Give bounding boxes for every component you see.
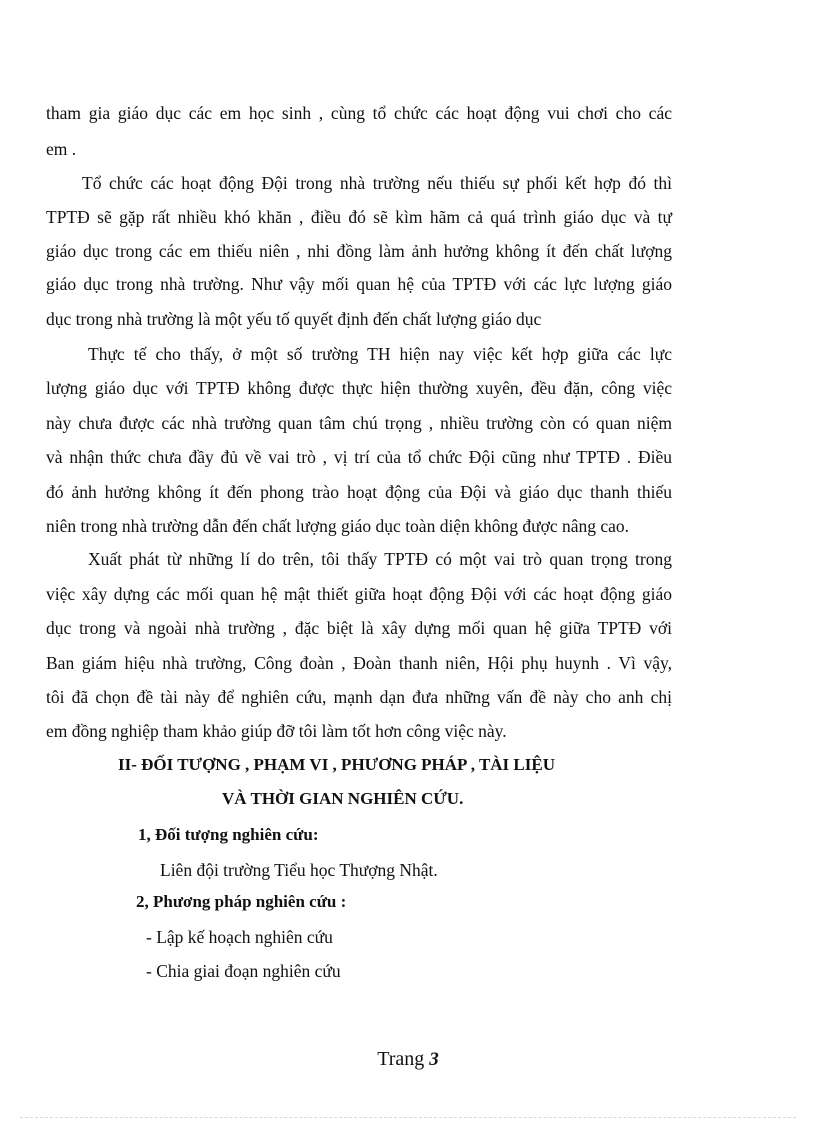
body-line: em . (46, 139, 77, 159)
body-line: lượng giáo dục với TPTĐ không được thực hiện thường xuyên, đều đặn, công việc (46, 378, 672, 398)
page-number: 3 (429, 1049, 439, 1070)
body-line: dục trong và ngoài nhà trường , đặc biệt là xây dựng mối quan hệ giữa TPTĐ với (46, 618, 672, 638)
body-line: niên trong nhà trường dẫn đến chất lượng giáo dục toàn diện không được nâng cao. (46, 516, 630, 536)
section-heading-line2: VÀ THỜI GIAN NGHIÊN CỨU. (222, 789, 464, 808)
body-line: TPTĐ sẽ gặp rất nhiều khó khăn , điều đó sẽ kìm hãm cả quá trình giáo dục và tự (46, 207, 672, 227)
page-footer (0, 1046, 816, 1073)
body-line: tham gia giáo dục các em học sinh , cùng tổ chức các hoạt động vui chơi cho các (46, 103, 672, 123)
body-line: Ban giám hiệu nhà trường, Công đoàn , Đoàn thanh niên, Hội phụ huynh . Vì vậy, (46, 653, 672, 673)
body-line: việc xây dựng các mối quan hệ mật thiết giữa hoạt động Đội với các hoạt động giáo (46, 584, 672, 604)
subsection-title: 2, Phương pháp nghiên cứu : (136, 892, 347, 911)
subsection-title: 1, Đối tượng nghiên cứu: (138, 825, 319, 844)
subsection-text: Liên đội trường Tiểu học Thượng Nhật. (160, 860, 438, 880)
page-bottom-rule (20, 1117, 796, 1118)
body-line: này chưa được các nhà trường quan tâm chú trọng , nhiều trường còn có quan niệm (46, 413, 672, 433)
body-line: Thực tế cho thấy, ở một số trường TH hiện nay việc kết hợp giữa các lực (88, 344, 672, 364)
section-heading-line1: II- ĐỐI TƯỢNG , PHẠM VI , PHƯƠNG PHÁP , TÀI LIỆU (118, 755, 555, 774)
body-line: giáo dục trong các em thiếu niên , nhi đồng làm ảnh hưởng không ít đến chất lượng (46, 241, 672, 261)
body-line: và nhận thức chưa đầy đủ về vai trò , vị trí của tổ chức Đội cũng như TPTĐ . Điều (46, 447, 672, 467)
footer-label: Trang (377, 1048, 425, 1070)
body-line: Xuất phát từ những lí do trên, tôi thấy TPTĐ có một vai trò quan trọng trong (88, 549, 672, 569)
body-line: giáo dục trong nhà trường. Như vậy mối quan hệ của TPTĐ với các lực lượng giáo (46, 274, 672, 294)
body-line: dục trong nhà trường là một yếu tố quyết định đến chất lượng giáo dục (46, 309, 542, 329)
body-line: đó ảnh hưởng không ít đến phong trào hoạt động của Đội và giáo dục thanh thiếu (46, 482, 672, 502)
list-item: - Lập kế hoạch nghiên cứu (146, 927, 333, 947)
body-line: Tổ chức các hoạt động Đội trong nhà trường nếu thiếu sự phối kết hợp đó thì (82, 173, 672, 193)
body-line: em đồng nghiệp tham khảo giúp đỡ tôi làm tốt hơn công việc này. (46, 721, 507, 741)
list-item: - Chia giai đoạn nghiên cứu (146, 961, 341, 981)
body-line: tôi đã chọn đề tài này để nghiên cứu, mạnh dạn đưa những vấn đề này cho anh chị (46, 687, 672, 707)
